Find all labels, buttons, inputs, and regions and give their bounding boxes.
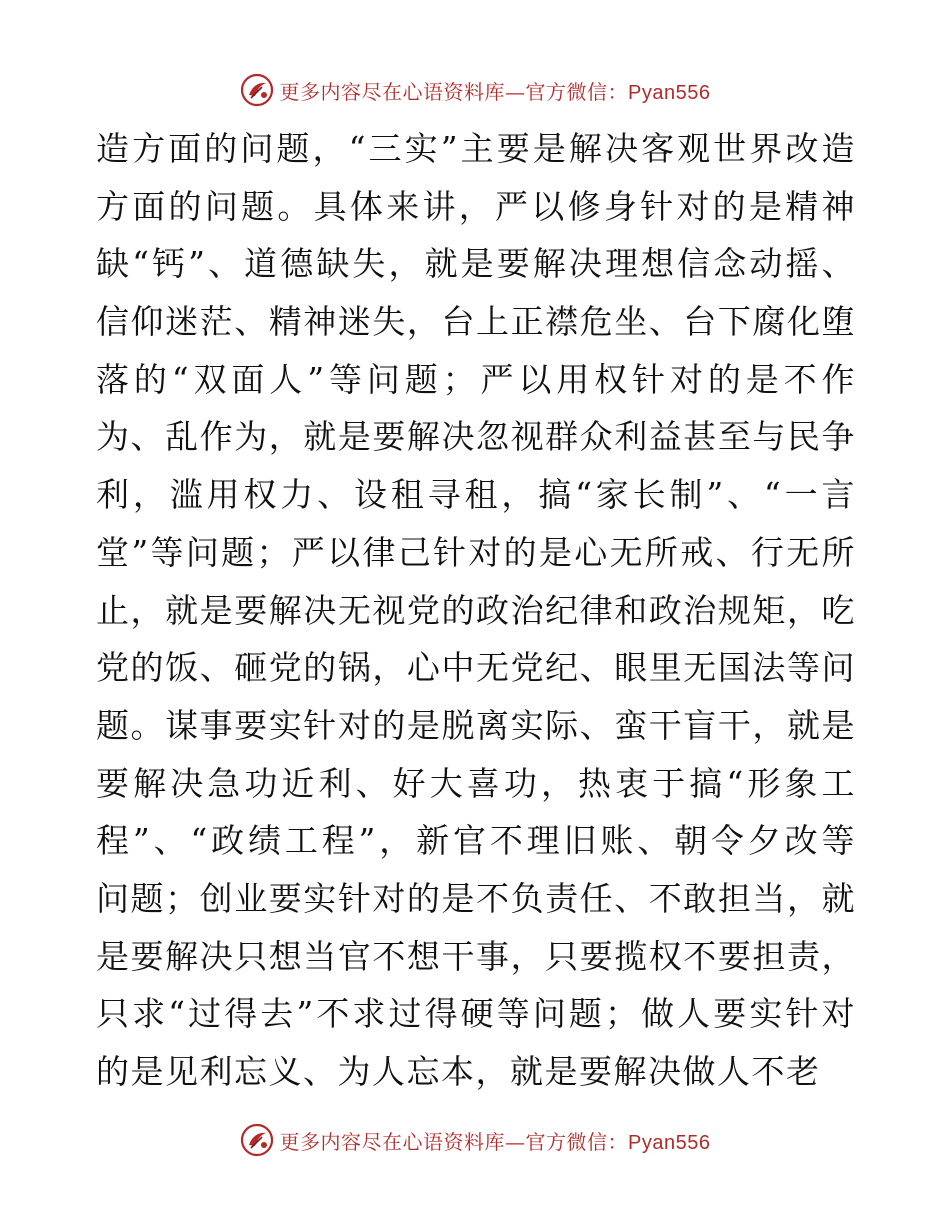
header-wechat-id: Pyan556 [628, 81, 711, 104]
body-line: 党的饭、砸党的锅，心中无党纪、眼里无国法等问 [96, 648, 856, 688]
footer-banner [0, 1120, 950, 1160]
brand-logo-icon [240, 1123, 274, 1157]
body-line: 信仰迷茫、精神迷失，台上正襟危坐、台下腐化堕 [96, 302, 856, 342]
body-line: 程”、“政绩工程”，新官不理旧账、朝令夕改等 [96, 821, 856, 861]
body-line: 缺“钙”、道德缺失，就是要解决理想信念动摇、 [96, 244, 856, 284]
body-line: 只求“过得去”不求过得硬等问题；做人要实针对 [96, 994, 856, 1034]
body-line: 利，滥用权力、设租寻租，搞“家长制”、“一言 [96, 475, 856, 515]
header-banner-text [280, 76, 711, 105]
footer-banner-separator: — [505, 1129, 526, 1154]
header-banner-separator: — [505, 79, 526, 104]
body-line: 是要解决只想当官不想干事，只要揽权不要担责， [96, 936, 856, 976]
body-line: 造方面的问题，“三实”主要是解决客观世界改造 [96, 129, 856, 168]
header-banner-title: 更多内容尽在心语资料库 [279, 79, 506, 104]
header-banner [0, 70, 950, 110]
document-body [96, 120, 856, 1101]
body-line: 止，就是要解决无视党的政治纪律和政治规矩，吃 [96, 590, 856, 630]
footer-banner-title: 更多内容尽在心语资料库 [279, 1129, 506, 1154]
header-wechat-label: 官方微信： [525, 79, 629, 104]
brand-logo-icon [240, 73, 274, 107]
footer-wechat-id: Pyan556 [628, 1131, 711, 1154]
body-line: 题。谋事要实针对的是脱离实际、蛮干盲干，就是 [96, 705, 856, 745]
body-line: 问题；创业要实针对的是不负责任、不敢担当，就 [96, 878, 856, 918]
body-line: 落的“双面人”等问题；严以用权针对的是不作 [96, 359, 856, 399]
body-line: 方面的问题。具体来讲，严以修身针对的是精神 [96, 186, 856, 226]
body-line: 的是见利忘义、为人忘本，就是要解决做人不老 [96, 1052, 821, 1091]
footer-wechat-label: 官方微信： [525, 1129, 629, 1154]
body-line: 要解决急功近利、好大喜功，热衷于搞“形象工 [96, 763, 856, 803]
footer-banner-text [280, 1126, 711, 1155]
body-line: 为、乱作为，就是要解决忽视群众利益甚至与民争 [96, 417, 856, 457]
body-line: 堂”等问题；严以律己针对的是心无所戒、行无所 [96, 532, 856, 572]
